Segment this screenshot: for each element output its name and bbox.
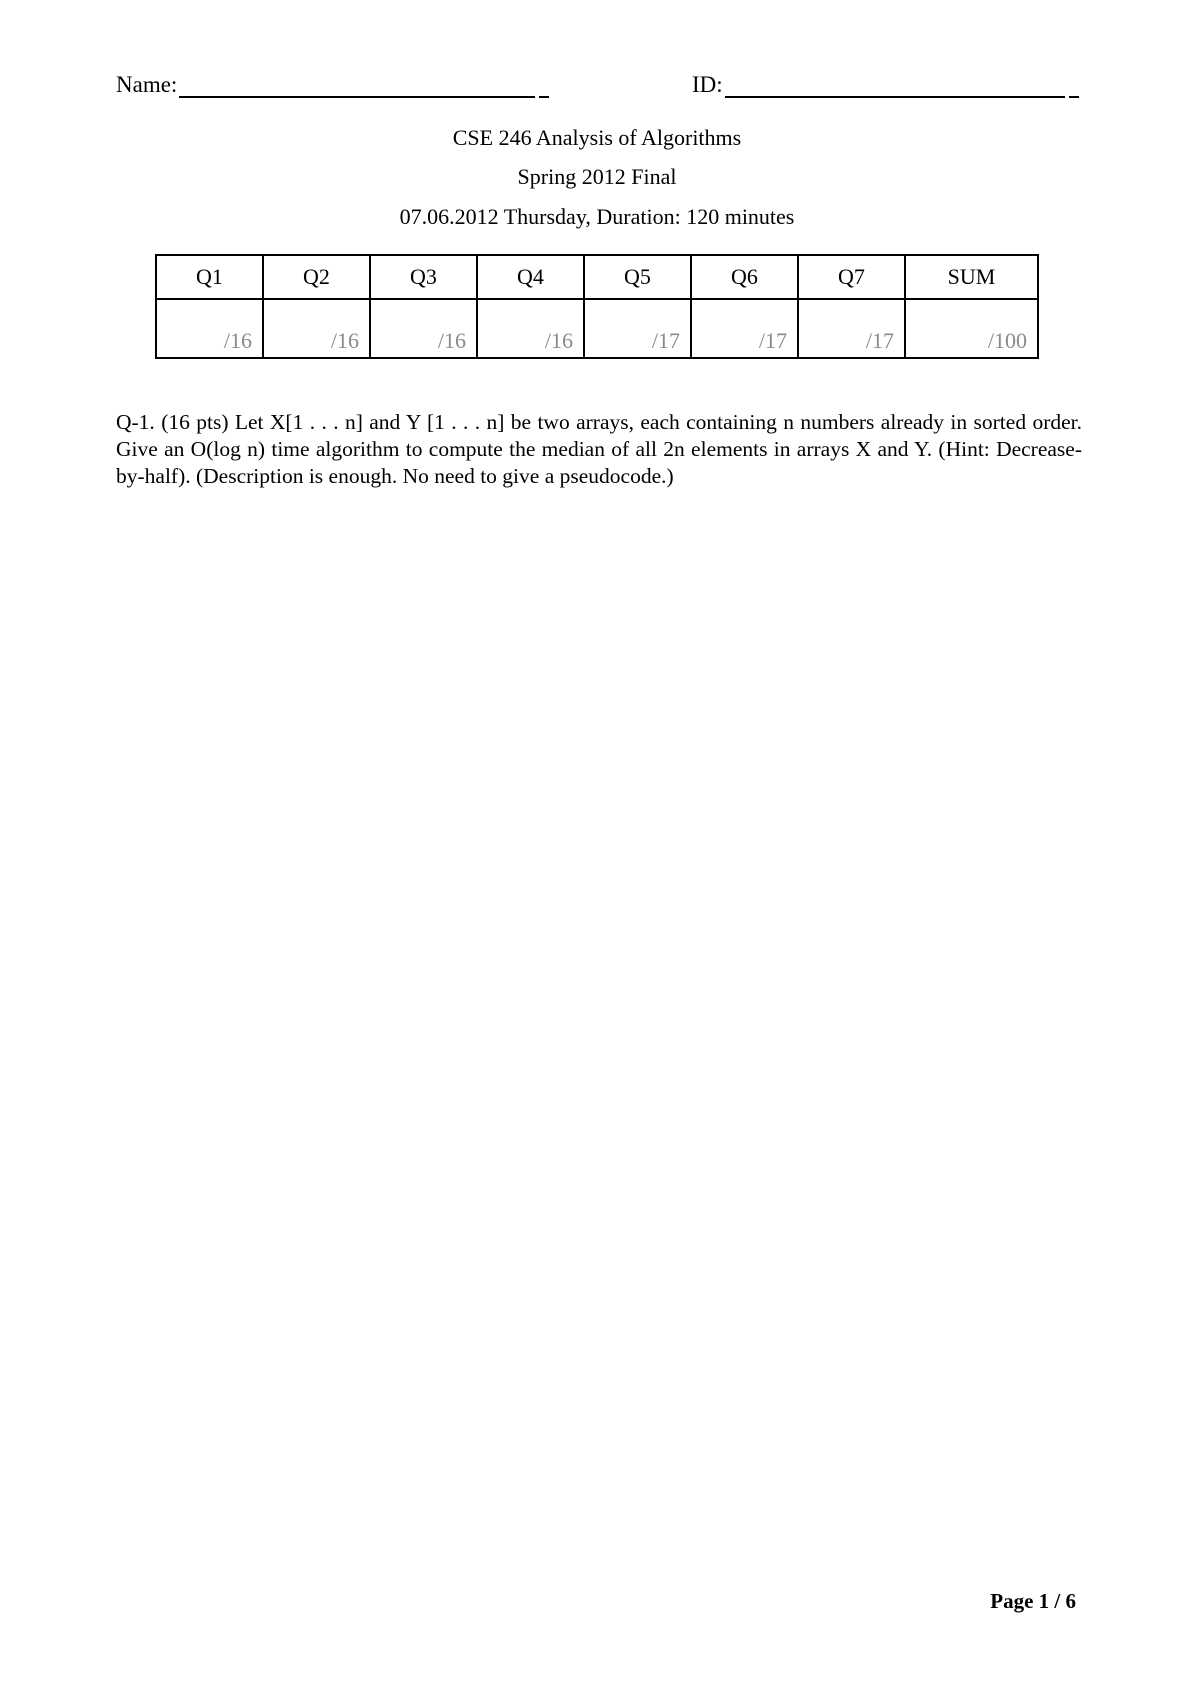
- id-line-end: [1069, 74, 1079, 98]
- question-1-text: Q-1. (16 pts) Let X[1 . . . n] and Y [1 . . . n] be two arrays, each containing n numbers already in sorted order. Give an O(log n) time algorithm to compute the median of all 2n elements in arrays X and Y. (Hint: Decrease-by-half). (Description is enough. No need to give a pseudocode.): [116, 410, 1082, 488]
- score-table: [155, 254, 1039, 359]
- exam-term-title: Spring 2012 Final: [517, 164, 677, 189]
- score-cell-q7[interactable]: /17: [798, 299, 905, 358]
- score-header-q6: Q6: [691, 255, 798, 299]
- exam-date-duration: 07.06.2012 Thursday, Duration: 120 minutes: [399, 204, 795, 229]
- score-cell-q2[interactable]: /16: [263, 299, 370, 358]
- id-blank-line[interactable]: [725, 74, 1065, 98]
- score-header-q3: Q3: [370, 255, 477, 299]
- score-cell-q4[interactable]: /16: [477, 299, 584, 358]
- id-label: ID:: [692, 72, 723, 97]
- score-header-q2: Q2: [263, 255, 370, 299]
- name-field: [116, 72, 549, 98]
- score-header-q7: Q7: [798, 255, 905, 299]
- name-blank-line[interactable]: [179, 74, 535, 98]
- score-table-points-row: [156, 299, 1038, 358]
- score-cell-q6[interactable]: /17: [691, 299, 798, 358]
- course-title: CSE 246 Analysis of Algorithms: [452, 125, 742, 150]
- score-header-q5: Q5: [584, 255, 691, 299]
- page-number: Page 1 / 6: [990, 1589, 1076, 1613]
- id-field: [692, 72, 1079, 98]
- score-cell-q3[interactable]: /16: [370, 299, 477, 358]
- name-line-end: [539, 74, 549, 98]
- score-header-q4: Q4: [477, 255, 584, 299]
- score-header-q1: Q1: [156, 255, 263, 299]
- score-table-header-row: [156, 255, 1038, 299]
- score-header-sum: SUM: [905, 255, 1038, 299]
- score-cell-sum[interactable]: /100: [905, 299, 1038, 358]
- score-cell-q1[interactable]: /16: [156, 299, 263, 358]
- name-label: Name:: [116, 72, 178, 97]
- score-cell-q5[interactable]: /17: [584, 299, 691, 358]
